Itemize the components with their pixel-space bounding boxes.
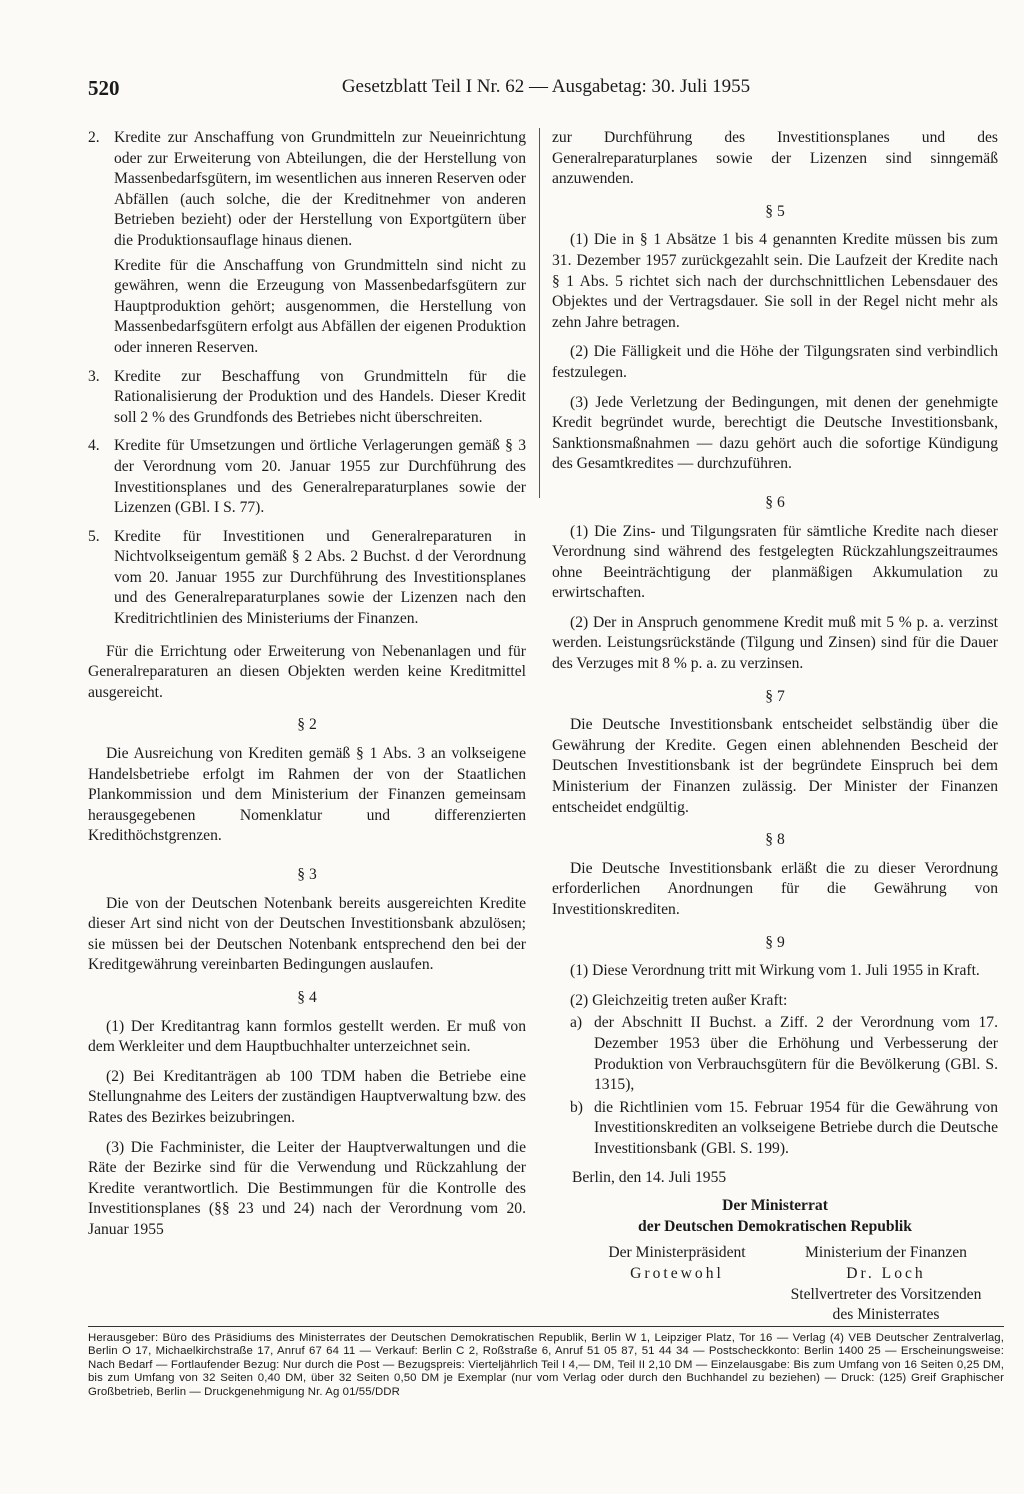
section-6-paragraph-1: (1) Die Zins- und Tilgungsraten für sämtliche Kredite nach dieser Verordnung sind während des festgelegten Rückzahlungszeitraumes ohne Beeinträchtigung der planmäßigen Akkumulation zu erwirtschaften. xyxy=(552,522,998,602)
issuer-line-1: Der Ministerrat xyxy=(722,1197,828,1215)
item-text: Kredite zur Beschaffung von Grundmitteln für die Rationalisierung der Produktion und des Handels. Dieser Kredit soll 2 % des Grundfonds des Betriebes nicht überschreiten. xyxy=(114,367,526,426)
signature-left xyxy=(582,1243,772,1284)
item-text: Kredite für Investitionen und Generalreparaturen in Nichtvolkseigentum gemäß § 2 Abs. 2 Buchst. d der Verordnung vom 20. Januar 1955 zur Durchführung des Investitionsplanes und des Generalreparaturplanes sowie der Lizenzen nach den Kreditrichtlinien des Ministeriums der Finanzen. xyxy=(114,527,526,628)
section-4-paragraph-2: (2) Bei Kreditanträgen ab 100 TDM haben die Betriebe eine Stellungnahme des Leiters der zuständigen Hauptverwaltung bzw. des Rates des Bezirkes beizubringen. xyxy=(88,1067,526,1126)
section-heading-8: § 8 xyxy=(765,831,785,849)
item-text: Kredite für Umsetzungen und örtliche Verlagerungen gemäß § 3 der Verordnung vom 20. Januar 1955 zur Durchführung des Investitionsplanes und des Generalreparaturplanes sowie der Lizenzen (GBl. I S. 77). xyxy=(114,437,526,517)
item-text: die Richtlinien vom 15. Februar 1954 für die Gewährung von Investitionskrediten an volkseigene Betriebe durch die Deutsche Investitionsbank (GBl. S. 199). xyxy=(594,1098,998,1157)
section-9-paragraph-2: (2) Gleichzeitig treten außer Kraft: xyxy=(570,991,788,1009)
list-item xyxy=(88,527,526,630)
list-item xyxy=(88,436,526,518)
section-heading-6: § 6 xyxy=(765,493,785,511)
item-text: Kredite zur Anschaffung von Grundmitteln zur Neueinrichtung oder zur Erweiterung von Abteilungen, die der Herstellung von Massenbedarfsgütern, im wesentlichen aus inneren Reserven oder Abfällen (auch solche, die der Kreditnehmer von anderen Betrieben bezieht) oder der Herstellung von Exportgütern über die Produktionsauflage hinaus dienen. xyxy=(114,129,526,249)
section-5-paragraph-3: (3) Jede Verletzung der Bedingungen, mit denen der genehmigte Kredit begründet wurde, berechtigt die Deutsche Investitionsbank, Sanktionsmaßnahmen — dazu gehört auch die sofortige Kündigung des Gesamtkredites — durchzuführen. xyxy=(552,393,998,473)
section-7-text: Die Deutsche Investitionsbank entscheidet selbständig über die Gewährung der Kredite. Gegen einen ablehnenden Bescheid der Deutschen Investitionsbank ist der begründete Einspruch bei dem Ministerium der Finanzen zulässig. Der Minister der Finanzen entscheidet endgültig. xyxy=(552,716,998,816)
section-heading-5: § 5 xyxy=(765,202,785,220)
column-divider xyxy=(539,128,540,498)
list-item xyxy=(570,1098,998,1160)
section-2-text: Die Ausreichung von Krediten gemäß § 1 Abs. 3 an volkseigene Handelsbetriebe erfolgt im Rahmen der von der Staatlichen Plankommission und dem Ministerium der Finanzen gemeinsam herausgegebenen Nomenklatur und differenzierten Kredithöchstgrenzen. xyxy=(88,745,526,845)
header-title: Gesetzblatt Teil I Nr. 62 — Ausgabetag: 30. Juli 1955 xyxy=(341,76,751,97)
left-column xyxy=(88,128,526,1250)
section-9-paragraph-1: (1) Diese Verordnung tritt mit Wirkung vom 1. Juli 1955 in Kraft. xyxy=(570,962,980,980)
list-item xyxy=(88,367,526,429)
signature-name: Grotewohl xyxy=(630,1264,724,1282)
section-5-paragraph-2: (2) Die Fälligkeit und die Höhe der Tilgungsraten sind verbindlich festzulegen. xyxy=(552,343,998,381)
item-subtext: Kredite für die Anschaffung von Grundmitteln sind nicht zu gewähren, wenn die Erzeugung von Massenbedarfsgütern zur Hauptproduktion gehört; ausgenommen, die Herstellung von Massenbedarfsgütern erfolgt aus Abfällen der eigenen Produktion oder inneren Reserven. xyxy=(114,256,526,356)
section-heading-3: § 3 xyxy=(297,866,317,883)
section-8-text: Die Deutsche Investitionsbank erläßt die zu dieser Verordnung erforderlichen Anordnungen für die Gewährung von Investitionskrediten. xyxy=(552,859,998,918)
section-5-paragraph-1: (1) Die in § 1 Absätze 1 bis 4 genannten Kredite müssen bis zum 31. Dezember 1957 zurückgezahlt sein. Die Laufzeit der Kredite nach § 1 Abs. 5 richtet sich nach der durchschnittlichen Lebensdauer des Objektes und der Vertragsdauer. Sie soll in der Regel nicht mehr als zehn Jahre betragen. xyxy=(552,231,998,331)
section-6-paragraph-2: (2) Der in Anspruch genommene Kredit muß mit 5 % p. a. verzinst werden. Leistungsrückstände (Tilgung und Zinsen) sind für die Dauer des Verzuges mit 8 % p. a. zu verzinsen. xyxy=(552,613,998,673)
list-item xyxy=(570,1013,998,1095)
signature-role: des Ministerrates xyxy=(832,1306,940,1324)
signature-title: Ministerium der Finanzen xyxy=(805,1244,967,1262)
section-heading-7: § 7 xyxy=(765,687,785,705)
issuer-line-2: der Deutschen Demokratischen Republik xyxy=(638,1217,912,1235)
place-date: Berlin, den 14. Juli 1955 xyxy=(572,1168,727,1186)
page-header xyxy=(88,76,1004,106)
item-letter: a) xyxy=(570,1014,583,1032)
publisher-footer: Herausgeber: Büro des Präsidiums des Ministerrates der Deutschen Demokratischen Republik, Berlin W 1, Leipziger Platz, Tor 16 — Verlag (4) VEB Deutscher Zentralverlag, Berlin O 17, Michaelkirchstraße 17, Anruf 67 64 11 — Verkauf: Berlin C 2, Roßstraße 6, Anruf 51 05 87, 51 44 34 — Postscheckkonto: Berlin 1400 25 — Erscheinungsweise: Nach Bedarf — Fortlaufender Bezug: Nur durch die Post — Bezugspreis: Vierteljährlich Teil I 4,— DM, Teil II 2,10 DM — Einzelausgabe: Bis zum Umfang von 16 Seiten 0,25 DM, bis zum Umfang von 32 Seiten 0,40 DM, über 32 Seiten 0,50 DM je Exemplar (nur vom Verlag oder durch den Buchhandel zu beziehen) — Druck: (125) Greif Graphischer Großbetrieb, Berlin — Druckgenehmigung Nr. Ag 01/55/DDR xyxy=(88,1332,1004,1398)
continuation-text: zur Durchführung des Investitionsplanes und des Generalreparaturplanes sowie der Lizenzen sind sinngemäß anzuwenden. xyxy=(552,129,998,188)
right-column xyxy=(552,128,998,1353)
item-number: 3. xyxy=(88,367,100,385)
item-number: 2. xyxy=(88,129,100,146)
item-letter: b) xyxy=(570,1098,583,1116)
item-number: 4. xyxy=(88,437,100,455)
signature-name: Dr. Loch xyxy=(846,1264,926,1282)
closing-paragraph: Für die Errichtung oder Erweiterung von Nebenanlagen und für Generalreparaturen an diesen Objekten werden keine Kreditmittel ausgereicht. xyxy=(88,642,526,701)
section-heading-4: § 4 xyxy=(297,988,317,1006)
item-text: der Abschnitt II Buchst. a Ziff. 2 der Verordnung vom 17. Dezember 1953 über die Erhöhung und Verbesserung der Produktion von Verbrauchsgütern für die Bevölkerung (GBl. S. 1315), xyxy=(594,1014,998,1094)
list-item xyxy=(88,128,526,359)
signature-role: Stellvertreter des Vorsitzenden xyxy=(790,1285,982,1303)
item-number: 5. xyxy=(88,527,100,545)
page-number: 520 xyxy=(88,76,120,100)
signature-title: Der Ministerpräsident xyxy=(608,1244,746,1262)
section-4-paragraph-1: (1) Der Kreditantrag kann formlos gestellt werden. Er muß von dem Werkleiter und dem Hauptbuchhalter unterzeichnet sein. xyxy=(88,1017,526,1056)
section-heading-9: § 9 xyxy=(765,933,785,951)
section-3-text: Die von der Deutschen Notenbank bereits ausgereichten Kredite dieser Art sind nicht von der Deutschen Investitionsbank abzulösen; sie müssen bei der Deutschen Notenbank entsprechend den bei der Kreditgewährung vereinbarten Bedingungen auslaufen. xyxy=(88,894,526,974)
section-heading-2: § 2 xyxy=(297,716,317,734)
signature-right xyxy=(774,1243,998,1325)
footer-divider xyxy=(88,1326,1004,1327)
section-4-paragraph-3: (3) Die Fachminister, die Leiter der Hauptverwaltungen und die Räte der Bezirke sind für die Verwendung und Rückzahlung der Kredite verantwortlich. Die Bestimmungen für die Kontrolle des Investitionsplanes (§§ 23 und 24) nach der Verordnung vom 20. Januar 1955 xyxy=(88,1138,526,1238)
